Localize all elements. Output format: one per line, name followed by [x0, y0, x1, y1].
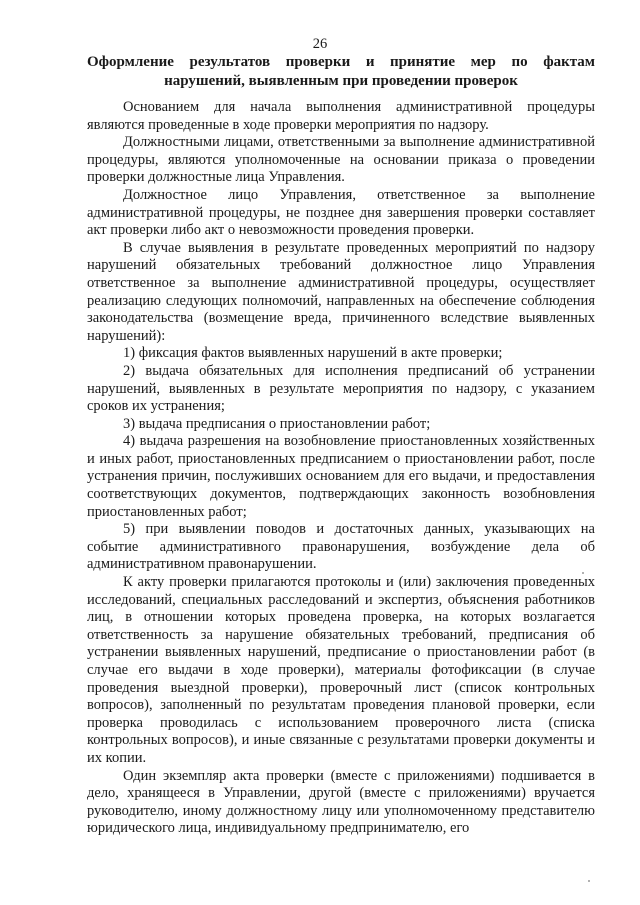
scan-speck: [582, 572, 584, 574]
paragraph: Один экземпляр акта проверки (вместе с приложениями) подшивается в дело, хранящееся в Управлении, другой (вместе с приложениями) вручается руководителю, иному должностному лицу или уполномоченному представителю юридического лица, индивидуальному предпринимателю, его: [87, 767, 595, 837]
list-item: 2) выдача обязательных для исполнения предписаний об устранении нарушений, выявленных в результате мероприятия по надзору, с указанием сроков их устранения;: [87, 362, 595, 415]
paragraph: Должностными лицами, ответственными за выполнение административной процедуры, являются уполномоченные на основании приказа о проведении проверки должностные лица Управления.: [87, 134, 595, 186]
paragraph: В случае выявления в результате проведенных мероприятий по надзору нарушений обязательных требований должностное лицо Управления ответственное за выполнение административной процедуры, осуществляет реализацию следующих полномочий, направленных на обеспечение соблюдения законодательства (возмещение вреда, причиненного вследствие выявленных нарушений):: [87, 239, 595, 344]
page-number: 26: [312, 36, 328, 52]
paragraph: К акту проверки прилагаются протоколы и (или) заключения проведенных исследований, специальных расследований и экспертиз, объяснения работников лиц, в отношении которых проведена проверка, на которых возлагается ответственность за нарушение обязательных требований, предписания об устранении выявленных нарушений, предписание о приостановлении работ (в случае его выдачи в ходе проверки), материалы фотофиксации (в случае проведения выездной проверки), проверочный лист (список контрольных вопросов), заполненный по результатам проведения плановой проверки, если проверка проводилась с использованием проверочного листа (списка контрольных вопросов), и иные связанные с результатами проверки документы и их копии.: [87, 574, 595, 766]
body-text: [87, 99, 595, 838]
paragraph: Основанием для начала выполнения административной процедуры являются проведенные в ходе проверки мероприятия по надзору.: [87, 99, 595, 133]
scan-speck: [588, 880, 590, 882]
section-title: Оформление результатов проверки и принятие мер по фактам нарушений, выявленным при проведении проверок: [87, 54, 595, 89]
paragraph: Должностное лицо Управления, ответственное за выполнение административной процедуры, не позднее дня завершения проверки составляет акт проверки либо акт о невозможности проведения проверки.: [87, 186, 595, 239]
list-item: 4) выдача разрешения на возобновление приостановленных хозяйственных и иных работ, приостановленных предписанием о приостановлении работ, после устранения причин, послуживших основанием для его выдачи, и предоставления соответствующих документов, подтверждающих законность возобновления приостановленных работ;: [87, 433, 595, 520]
list-item: 3) выдача предписания о приостановлении работ;: [123, 415, 431, 432]
list-item: 5) при выявлении поводов и достаточных данных, указывающих на событие административного правонарушения, возбуждение дела об административном правонарушении.: [87, 521, 595, 573]
list-item: 1) фиксация фактов выявленных нарушений в акте проверки;: [123, 345, 503, 362]
